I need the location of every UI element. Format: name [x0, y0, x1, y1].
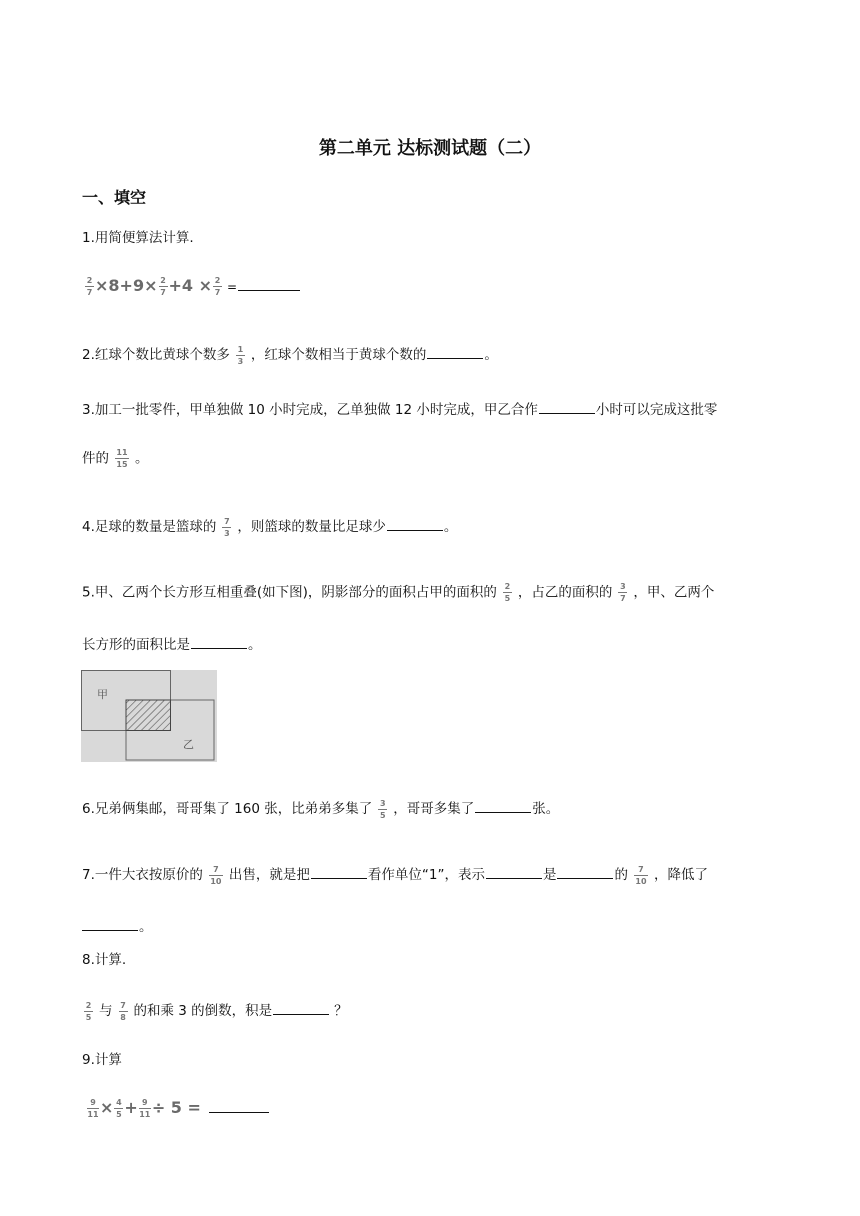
overlap-diagram — [81, 670, 217, 762]
answer-blank[interactable] — [427, 344, 483, 359]
section-heading: 一、填空 — [82, 188, 147, 207]
label-jia: 甲 — [97, 688, 108, 701]
question-1-label: 1.用简便算法计算. — [82, 230, 194, 246]
answer-blank[interactable] — [209, 1098, 269, 1113]
question-3-line2: 件的 $\frac{11}{15}$ 。 — [82, 448, 149, 469]
answer-blank[interactable] — [191, 634, 247, 649]
fraction: $\frac{7}{3}$ — [224, 516, 230, 538]
question-4: 4.足球的数量是篮球的 $\frac{7}{3}$ ，则篮球的数量比足球少 。 — [82, 516, 458, 538]
fraction: $\frac{3}{7}$ — [620, 582, 626, 603]
question-7: 7.一件大衣按原价的 $\frac{7}{10}$ 出售，就是把 看作单位“1”，表示 是 的 $\frac{7}{10}$ ，降低了 — [82, 864, 708, 886]
fraction: $\frac{3}{5}$ — [379, 798, 386, 820]
answer-blank[interactable] — [475, 798, 531, 813]
shaded-overlap — [126, 700, 171, 731]
question-7-line2: 。 — [82, 916, 153, 937]
answer-blank[interactable] — [539, 399, 595, 414]
question-9-expression: $\frac{9}{11}$ × $\frac{4}{5}$ + $\frac{9}{11}$ ÷ 5 = — [86, 1098, 270, 1119]
fraction: $\frac{11}{15}$ — [116, 448, 128, 469]
page-title: 第二单元 达标测试题（二） — [318, 138, 542, 159]
answer-blank[interactable] — [311, 864, 367, 879]
fraction: $\frac{2}{5}$ — [85, 1000, 92, 1022]
question-8: $\frac{2}{5}$ 与 $\frac{7}{8}$ 的和乘 3 的倒数，积是 ？ — [85, 1000, 348, 1022]
question-2: 2.红球个数比黄球个数多 $\frac{1}{3}$ ，红球个数相当于黄球个数的 。 — [82, 344, 498, 366]
answer-blank[interactable] — [238, 276, 300, 291]
fraction: $\frac{7}{10}$ — [635, 864, 647, 886]
answer-blank[interactable] — [387, 516, 443, 531]
answer-blank[interactable] — [486, 864, 542, 879]
question-5: 5.甲、乙两个长方形互相重叠(如下图)，阴影部分的面积占甲的面积的 $\frac{2}{5}$ ，占乙的面积的 $\frac{3}{7}$ ，甲、乙两个 — [82, 582, 715, 603]
fraction: $\frac{7}{8}$ — [120, 1000, 126, 1022]
label-yi: 乙 — [183, 738, 194, 751]
answer-blank[interactable] — [82, 916, 138, 931]
overlap-rectangles-figure — [81, 670, 217, 762]
question-1-expression: $\frac{2}{7}$ ×8+9× $\frac{2}{7}$ +4 × $\frac{2}{7}$ = — [84, 276, 301, 297]
fraction: $\frac{1}{3}$ — [237, 344, 244, 366]
question-8-label: 8.计算. — [82, 952, 127, 968]
question-9-label: 9.计算 — [82, 1052, 122, 1068]
answer-blank[interactable] — [273, 1000, 329, 1015]
question-5-line2: 长方形的面积比是 。 — [82, 634, 262, 655]
fraction: $\frac{7}{10}$ — [210, 864, 222, 886]
question-6: 6.兄弟俩集邮，哥哥集了 160 张，比弟弟多集了 $\frac{3}{5}$ ，哥哥多集了 张。 — [82, 798, 560, 820]
fraction: $\frac{9}{11}$ — [87, 1098, 99, 1119]
answer-blank[interactable] — [557, 864, 613, 879]
fraction: $\frac{2}{7}$ — [86, 276, 93, 297]
question-3: 3.加工一批零件，甲单独做 10 小时完成，乙单独做 12 小时完成，甲乙合作 小时可以完成这批零 — [82, 399, 717, 420]
fraction: $\frac{2}{5}$ — [504, 582, 511, 603]
